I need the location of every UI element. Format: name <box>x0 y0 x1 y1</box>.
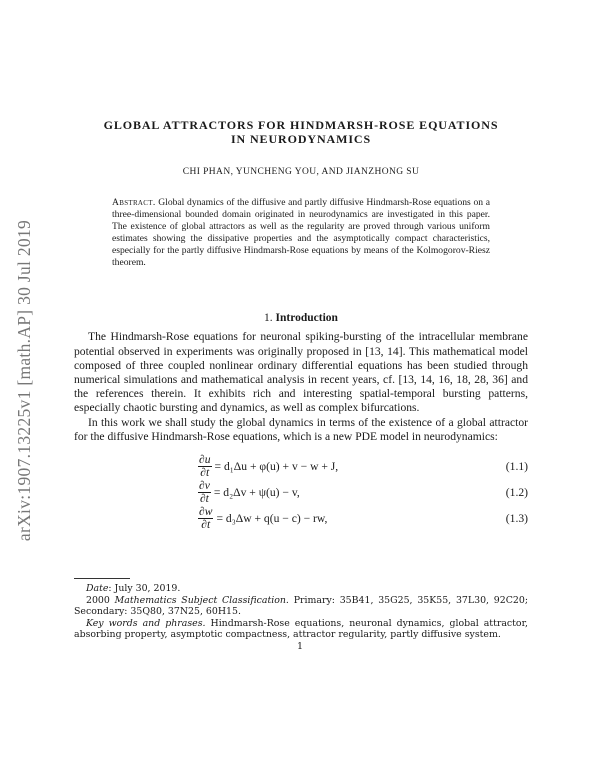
arxiv-identifier-text: arXiv:1907.13225v1 [math.AP] 30 Jul 2019 <box>14 219 35 541</box>
equation-number: (1.2) <box>505 485 528 499</box>
footnote-rule <box>74 578 130 579</box>
footnote-msc <box>74 595 528 618</box>
paper-title <box>74 118 528 146</box>
abstract-text: Global dynamics of the diffusive and partly diffusive Hindmarsh-Rose equations on a three-dimensional bounded domain originated in neurodynamics are investigated in this paper. The existence of global attractors as well as the regularity are proved through various uniform estimates showing the dissipative properties and the asymptotically compact characteristics, especially for the partly diffusive Hindmarsh-Rose equations by means of the Kolmogorov-Riesz theorem. <box>112 197 490 268</box>
footnote-date-text: : July 30, 2019. <box>108 583 181 594</box>
footnote-keywords-label: Key words and phrases. <box>86 617 206 629</box>
footnote-date-label: Date <box>86 583 109 594</box>
derivative-fraction <box>198 480 211 505</box>
fraction-numerator: ∂v <box>199 478 210 492</box>
page-number: 1 <box>296 641 304 652</box>
authors: CHI PHAN, YUNCHENG YOU, AND JIANZHONG SU <box>182 167 420 177</box>
equation-number: (1.1) <box>505 459 528 473</box>
fraction-numerator: ∂u <box>199 452 211 466</box>
footnote-msc-label: Mathematics Subject Classification. <box>114 594 289 606</box>
fraction-denominator: ∂t <box>200 465 210 479</box>
fraction-numerator: ∂w <box>199 504 213 518</box>
equation-row <box>74 505 528 531</box>
footnote-msc-prefix: 2000 <box>86 594 115 606</box>
fraction-denominator: ∂t <box>199 491 209 505</box>
footnote-msc-text: Primary: 35B41, 35G25, 35K55, 37L30, 92C20; Secondary: 35Q80, 37N25, 60H15. <box>74 594 528 618</box>
abstract-label: Abstract. <box>112 197 156 208</box>
derivative-fraction <box>198 454 212 479</box>
equation-rhs: = d₁Δu + φ(u) + v − w + J, <box>214 459 339 473</box>
equation-rhs: = d₃Δw + q(u − c) − rw, <box>216 511 328 525</box>
paragraph-2: In this work we shall study the global dynamics in terms of the existence of a global attractor for the diffusive Hindmarsh-Rose equations, which is a new PDE model in neurodynamics: <box>74 415 528 443</box>
section-title: Introduction <box>275 312 338 325</box>
footnote-keywords <box>74 618 528 641</box>
equation-row <box>74 453 528 479</box>
paragraph-1: The Hindmarsh-Rose equations for neuronal spiking-bursting of the intracellular membrane potential observed in experiments was originally proposed in [13, 14]. This mathematical model composed of three coupled nonlinear ordinary differential equations has been studied through numerical simulations and mathematical analysis in recent years, cf. [13, 14, 16, 18, 28, 36] and the references therein. It exhibits rich and interesting spatial-temporal bursting patterns, especially chaotic bursting and dynamics, as well as complex bifurcations. <box>74 330 528 415</box>
fraction-denominator: ∂t <box>201 517 211 531</box>
footnote-date <box>74 583 528 595</box>
section-heading <box>74 312 528 324</box>
arxiv-identifier <box>8 190 42 570</box>
abstract <box>112 197 490 268</box>
title-line-2: IN NEURODYNAMICS <box>230 132 372 146</box>
equation-block <box>74 453 528 531</box>
equation-number: (1.3) <box>505 511 528 525</box>
equation-rhs: = d₂Δv + ψ(u) − v, <box>213 485 300 499</box>
paper-body <box>74 118 528 531</box>
footnotes <box>74 578 528 641</box>
title-line-1: GLOBAL ATTRACTORS FOR HINDMARSH-ROSE EQUATIONS <box>103 118 499 132</box>
derivative-fraction <box>198 506 213 531</box>
section-number: 1. <box>264 312 273 325</box>
footnote-keywords-text: Hindmarsh-Rose equations, neuronal dynamics, global attractor, absorbing property, asymptotic compactness, attractor regularity, partly diffusive system. <box>74 617 528 641</box>
equation-row <box>74 479 528 505</box>
